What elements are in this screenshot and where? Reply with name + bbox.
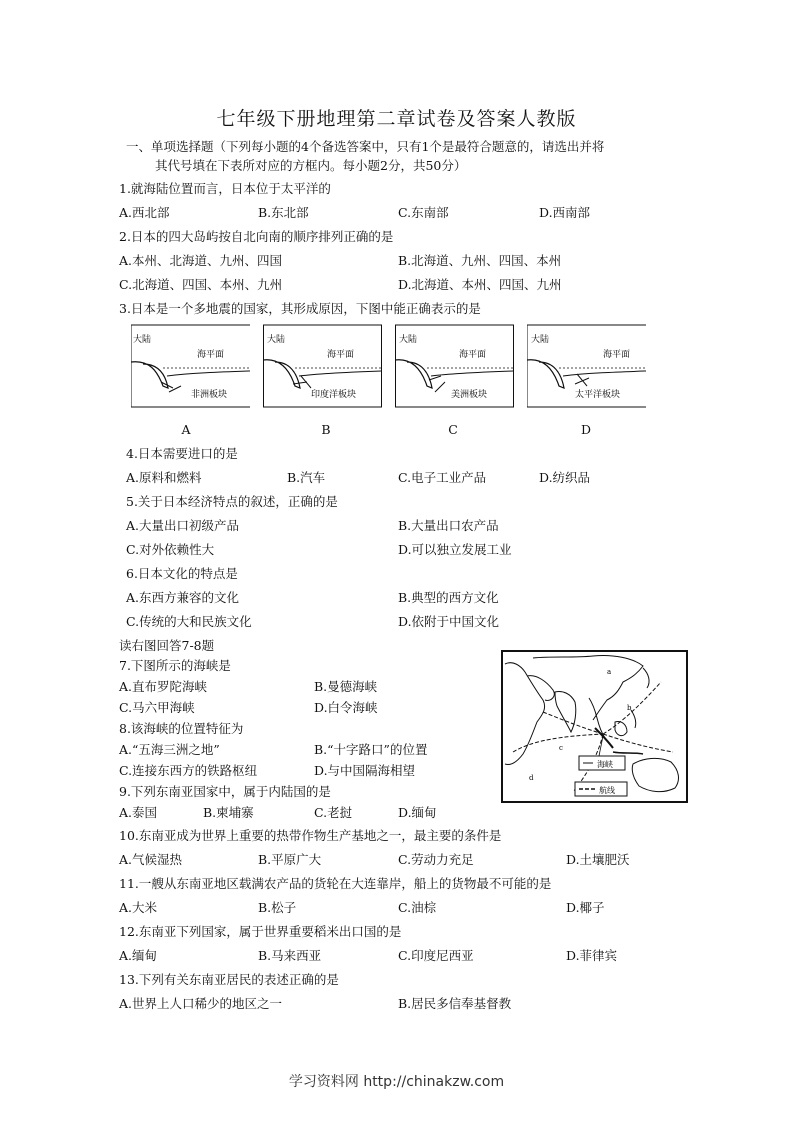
q7-option-a: A.直布罗陀海峡 <box>119 679 208 694</box>
q5-option-d: D.可以独立发展工业 <box>398 542 512 557</box>
southeast-asia-map <box>501 650 688 803</box>
q8-option-d: D.与中国隔海相望 <box>314 763 416 778</box>
panel-c-plate: 美洲板块 <box>451 390 488 400</box>
read-map-instruction: 读右图回答7-8题 <box>119 638 215 653</box>
panel-a-plate: 非洲板块 <box>191 390 228 400</box>
plate-diagram-a <box>131 324 250 408</box>
q10-option-c: C.劳动力充足 <box>398 852 474 867</box>
q12-option-c: C.印度尼西亚 <box>398 948 474 963</box>
panel-d-continent: 大陆 <box>531 335 550 345</box>
q8-option-b: B.“十字路口”的位置 <box>314 742 428 757</box>
question-13-stem: 13.下列有关东南亚居民的表述正确的是 <box>119 972 339 987</box>
map-letter-d: d <box>529 774 534 782</box>
q4-option-c: C.电子工业产品 <box>398 470 487 485</box>
q6-option-d: D.依附于中国文化 <box>398 614 500 629</box>
q13-option-a: A.世界上人口稀少的地区之一 <box>119 996 283 1011</box>
panel-b-sea: 海平面 <box>327 350 355 360</box>
panel-c-sea: 海平面 <box>459 350 487 360</box>
q7-option-c: C.马六甲海峡 <box>119 700 195 715</box>
question-1-stem: 1.就海陆位置而言，日本位于太平洋的 <box>119 181 331 196</box>
q5-option-b: B.大量出口农产品 <box>398 518 499 533</box>
q1-option-a: A.西北部 <box>119 205 170 220</box>
panel-a-sea: 海平面 <box>197 350 225 360</box>
question-9-stem: 9.下列东南亚国家中，属于内陆国的是 <box>119 784 331 799</box>
question-7-stem: 7.下图所示的海峡是 <box>119 658 231 673</box>
q9-option-b: B.柬埔寨 <box>203 805 254 820</box>
question-4-stem: 4.日本需要进口的是 <box>126 446 238 461</box>
map-letter-a: a <box>607 668 612 676</box>
q4-option-b: B.汽车 <box>287 470 326 485</box>
q6-option-a: A.东西方兼容的文化 <box>126 590 240 605</box>
q8-option-a: A.“五海三洲之地” <box>119 742 220 757</box>
q10-option-b: B.平原广大 <box>258 852 322 867</box>
q1-option-c: C.东南部 <box>398 205 449 220</box>
panel-label-d: D <box>580 422 592 437</box>
panel-label-c: C <box>448 422 458 437</box>
plate-diagram-b <box>263 324 382 408</box>
question-12-stem: 12.东南亚下列国家，属于世界重要稻米出口国的是 <box>119 924 402 939</box>
q2-option-c: C.北海道、四国、本州、九州 <box>119 277 283 292</box>
panel-b-continent: 大陆 <box>267 335 286 345</box>
question-6-stem: 6.日本文化的特点是 <box>126 566 238 581</box>
q4-option-a: A.原料和燃料 <box>126 470 202 485</box>
question-5-stem: 5.关于日本经济特点的叙述，正确的是 <box>126 494 338 509</box>
panel-a-continent: 大陆 <box>133 335 152 345</box>
q2-option-b: B.北海道、九州、四国、本州 <box>398 253 562 268</box>
q9-option-d: D.缅甸 <box>398 805 437 820</box>
q1-option-b: B.东北部 <box>258 205 309 220</box>
q6-option-b: B.典型的西方文化 <box>398 590 499 605</box>
q13-option-b: B.居民多信奉基督教 <box>398 996 512 1011</box>
q10-option-d: D.土壤肥沃 <box>566 852 630 867</box>
q4-option-d: D.纺织品 <box>539 470 591 485</box>
question-10-stem: 10.东南亚成为世界上重要的热带作物生产基地之一，最主要的条件是 <box>119 828 502 843</box>
q8-option-c: C.连接东西方的铁路枢纽 <box>119 763 258 778</box>
question-3-stem: 3.日本是一个多地震的国家，其形成原因，下图中能正确表示的是 <box>119 301 481 316</box>
q10-option-a: A.气候湿热 <box>119 852 183 867</box>
q7-option-d: D.白令海峡 <box>314 700 378 715</box>
q7-option-b: B.曼德海峡 <box>314 679 378 694</box>
q12-option-d: D.菲律宾 <box>566 948 618 963</box>
q9-option-a: A.泰国 <box>119 805 158 820</box>
map-legend-route: 航线 <box>599 786 615 795</box>
panel-b-plate: 印度洋板块 <box>311 390 357 400</box>
section-heading-line2: 其代号填在下表所对应的方框内。每小题2分，共50分） <box>155 158 467 173</box>
plate-diagram-c <box>395 324 514 408</box>
q12-option-b: B.马来西亚 <box>258 948 322 963</box>
plate-diagram-d <box>527 324 646 408</box>
panel-d-sea: 海平面 <box>603 350 631 360</box>
q2-option-a: A.本州、北海道、九州、四国 <box>119 253 283 268</box>
q6-option-c: C.传统的大和民族文化 <box>126 614 252 629</box>
q5-option-c: C.对外依赖性大 <box>126 542 215 557</box>
panel-d-plate: 太平洋板块 <box>575 390 621 400</box>
map-legend-strait: 海峡 <box>597 760 613 769</box>
panel-label-b: B <box>321 422 331 437</box>
question-2-stem: 2.日本的四大岛屿按自北向南的顺序排列正确的是 <box>119 229 394 244</box>
section-heading-line1: 一、单项选择题（下列每小题的4个备选答案中，只有1个是最符合题意的，请选出并将 <box>126 139 605 154</box>
q2-option-d: D.北海道、本州、四国、九州 <box>398 277 562 292</box>
site-footer: 学习资料网 http://chinakzw.com <box>288 1074 505 1090</box>
panel-label-a: A <box>181 422 191 437</box>
q9-option-c: C.老挝 <box>314 805 353 820</box>
page-title: 七年级下册地理第二章试卷及答案人教版 <box>216 108 577 130</box>
map-letter-b: b <box>627 704 632 712</box>
panel-c-continent: 大陆 <box>399 335 418 345</box>
question-8-stem: 8.该海峡的位置特征为 <box>119 721 244 736</box>
question-11-stem: 11.一艘从东南亚地区载满农产品的货轮在大连靠岸，船上的货物最不可能的是 <box>119 876 552 891</box>
q11-option-c: C.油棕 <box>398 900 437 915</box>
q1-option-d: D.西南部 <box>539 205 591 220</box>
q5-option-a: A.大量出口初级产品 <box>126 518 240 533</box>
q11-option-d: D.椰子 <box>566 900 605 915</box>
q12-option-a: A.缅甸 <box>119 948 158 963</box>
q11-option-a: A.大米 <box>119 900 158 915</box>
q11-option-b: B.松子 <box>258 900 297 915</box>
map-letter-c: c <box>559 744 563 752</box>
